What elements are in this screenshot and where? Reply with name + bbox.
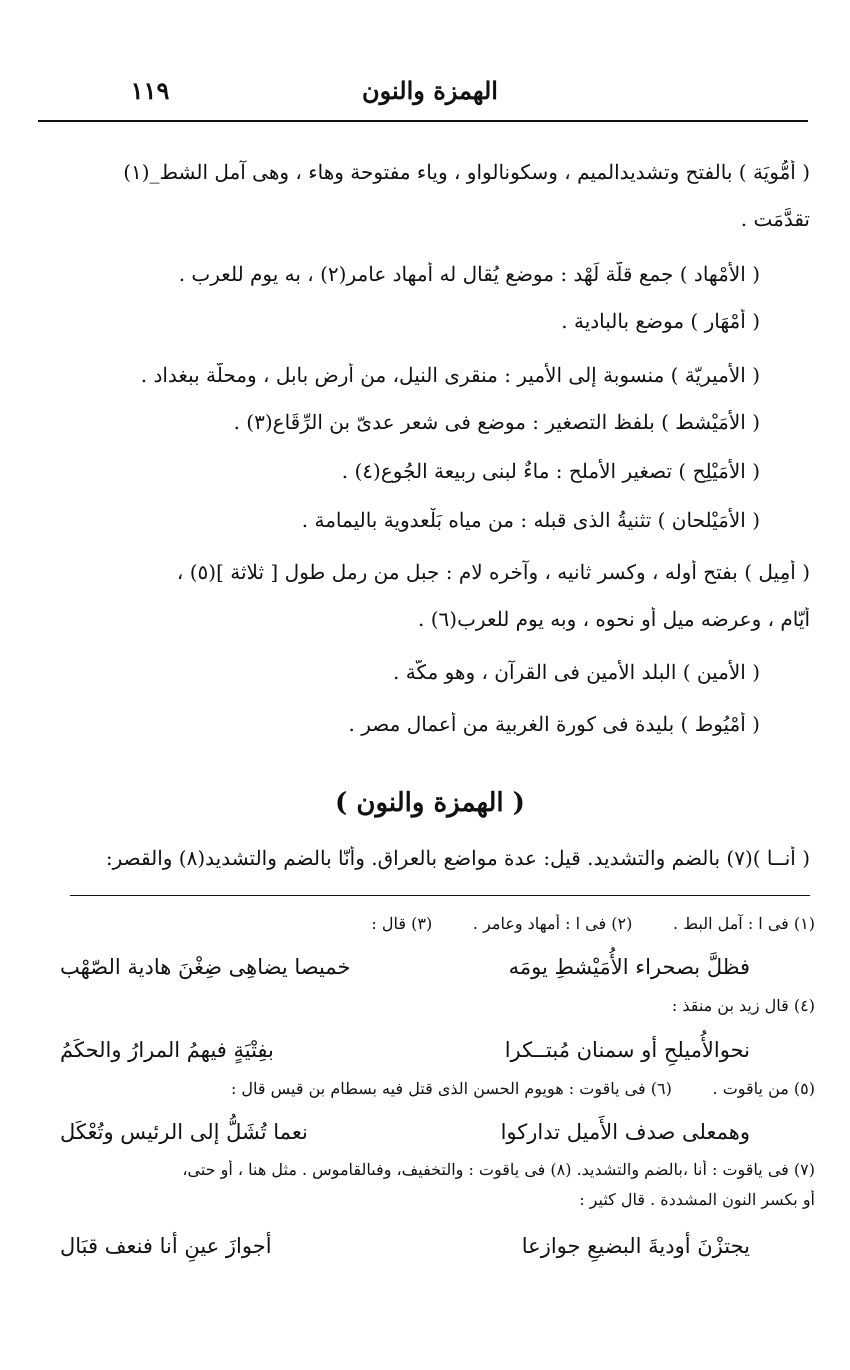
header-rule — [38, 120, 808, 122]
footnote-7-8-continued: أو بكسر النون المشددة . قال كثير : — [579, 1190, 815, 1209]
entry-line: ( أُنــا )(٧) بالضم والتشديد. قيل: عدة مواضع بالعراق. وأُنّا بالضم والتشديد(٨) والقصر: — [105, 846, 810, 870]
footnote-rule — [70, 895, 810, 896]
verse-hemistich: فظلَّ بصحراء الأُمَيْشطِ يومَه — [508, 955, 750, 979]
verse — [60, 1120, 750, 1144]
entry-line: ( الأميريّة ) منسوبة إلى الأمير : منقرى النيل، من أرض بابل ، ومحلّة ببغداد . — [140, 363, 760, 387]
running-header-title: الهمزة والنون — [362, 76, 498, 105]
footnote-1: (١) فى ا : آمل البط . — [673, 914, 815, 933]
entry-line: ( الأُمَيْلِح ) تصغير الأَملح : ماءٌ لبنى ربيعة الجُوع(٤) . — [341, 459, 760, 483]
entry-line: ( أُمْيُوط ) بليدة فى كورة الغربية من أعمال مصر . — [348, 712, 760, 736]
section-heading: ( الهمزة والنون ) — [335, 788, 525, 818]
footnote-line — [40, 1079, 815, 1098]
entry-line: أيّام ، وعرضه ميل أو نحوه ، وبه يوم للعرب(٦) . — [418, 607, 810, 631]
entry-line: ( الأمين ) البلد الأمين فى القرآن ، وهو مكّة . — [393, 660, 760, 684]
verse — [60, 1234, 750, 1258]
footnote-3: (٣) قال : — [371, 914, 433, 933]
entry-line: ( الأُمَيْشط ) بلفظ التصغير : موضع فى شعر عدىّ بن الرِّقَاع(٣) . — [233, 410, 760, 434]
verse-hemistich: وهمعلى صدف الأَميل تداركوا — [500, 1120, 750, 1144]
entry-line: ( أَمْهَار ) موضع بالبادية . — [561, 309, 760, 333]
footnote-4: (٤) قال زيد بن منقذ : — [671, 996, 815, 1015]
entry-line: تقدَّمَت . — [740, 207, 810, 231]
verse-hemistich: خميصا يضاهِى ضِغْنَ هادية الصّهْب — [60, 955, 351, 979]
footnote-2: (٢) فى ا : أمهاد وعامر . — [472, 914, 633, 933]
footnote-line — [40, 914, 815, 933]
verse-hemistich: نعما تُشَلُّ إلى الرئيس وتُعْكَل — [60, 1120, 308, 1144]
footnote-7-8: (٧) فى ياقوت : أنا ،بالضم والتشديد. (٨) فى ياقوت : والتخفيف، وفىالقاموس . مثل هنا ، أو حتى، — [182, 1160, 815, 1179]
footnote-5: (٥) من ياقوت . — [712, 1079, 815, 1098]
entry-line: ( الأَمْهاد ) جمع قلّة لَهْد : موضع يُقال له أمهاد عامر(٢) ، به يوم للعرب . — [178, 262, 760, 286]
footnote-6: (٦) فى ياقوت : هويوم الحسن الذى قتل فيه بسطام بن قيس قال : — [230, 1079, 672, 1098]
page-number: ١١٩ — [130, 76, 170, 105]
verse-hemistich: بفِتْيَةٍ فيهمُ المرارُ والحكَمُ — [60, 1038, 274, 1062]
entry-line: ( أُمُّويَة ) بالفتح وتشديدالميم ، وسكونالواو ، وياء مفتوحة وهاء ، وهى آمل الشط_(١) — [123, 160, 810, 184]
verse — [60, 1038, 750, 1062]
verse-hemistich: نحوالأُميلحِ أو سمنان مُبتــكرا — [504, 1038, 750, 1062]
verse-hemistich: يجتزْنَ أوديةَ البضيعِ جوازعا — [521, 1234, 750, 1258]
verse-hemistich: أجوازَ عينِ أنا فنعف قبَال — [60, 1234, 272, 1258]
entry-line: ( أَمِيل ) بفتح أوله ، وكسر ثانيه ، وآخره لام : جبل من رمل طول [ ثلاثة ](٥) ، — [176, 560, 810, 584]
verse — [60, 955, 750, 979]
entry-line: ( الأُمَيْلحان ) تثنيةُ الذى قبله : من مياه بَلْعدوية باليمامة . — [301, 508, 760, 532]
